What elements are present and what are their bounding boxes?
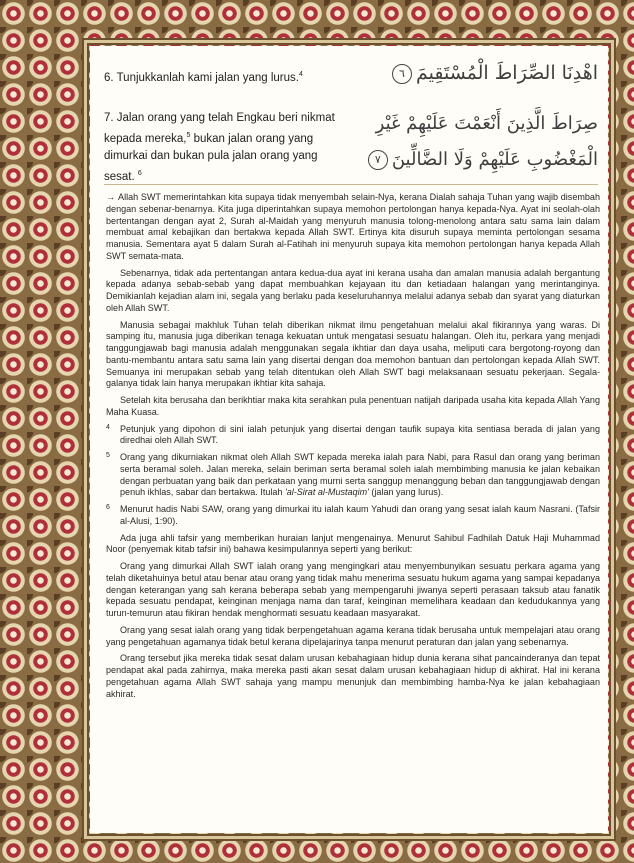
footnote-6-para4: Orang tersebut jika mereka tidak sesat dalam urusan kebahagiaan hidup dunia kerana sihat pancainderanya dan tepat pendapat akal pada zahirnya, maka mereka pasti akan sesat dalam urusan kebahagiaan hidup di akhirat. Hal ini kerana pengetahuan agama Allah SWT sahaja yang mampu menunjuk dan membimbing hamba-Nya ke jalan kebahagiaan akhirat. — [106, 653, 600, 699]
verse-6-number: ٦ — [392, 64, 412, 84]
footnote-6-para2: Orang yang dimurkai Allah SWT ialah orang yang mengingkari atau menyembunyikan sesuatu perkara agama yang telah diketahuinya betul atau benar atau orang yang tidak mahu menerima sesuatu hukum agama yang sampai kepadanya dengan keterangan yang sah kerana beberapa sebab yang mempengaruhi jiwanya seperti perasaan taksub atau fanatik kepada sesuatu pendapat, keinginan menjaga nama dan taraf, keinginan memelihara keadaan dan kedudukannya yang turun-temurun atau fikiran hendak menghormati sesuatu keadaan masyarakat. — [106, 561, 600, 618]
commentary-p3: Manusia sebagai makhluk Tuhan telah diberikan nikmat ilmu pengetahuan melalui akal fikirannya yang waras. Di samping itu, manusia juga diberikan tenaga kekuatan untuk mengatasi sesuatu halangan. Oleh itu, perkara yang menjadi tanggungjawab bagi manusia adalah menggunakan segala ikhtiar dan daya usaha, meliputi cara bergotong-royong dan bantu-membantu antara satu sama lain yang disertai dengan doa memohon bantuan dan pertolongan kepada Allah SWT. Semuanya ini merupakan sebab yang telah ditentukan oleh Allah SWT bagi melaksanaan sesuatu pekerjaan. Segala-galanya tidak lain hanya merupakan ikhtiar kita sahaja. — [106, 319, 600, 389]
verse-6-arabic-text: اهْدِنَا الصِّرَاطَ الْمُسْتَقِيمَ — [415, 62, 598, 84]
commentary-p2: Sebenarnya, tidak ada pertentangan antara kedua-dua ayat ini kerana usaha dan amalan manusia adalah bergantung kepada adanya sebab-sebab yang dapat membuahkan kejayaan itu dan ketiadaan halangan yang merintanginya. Demikianlah kejadian alam ini, segala yang berlaku pada keseluruhannya melalui adanya sebab dan syarat yang diaturkan oleh Allah SWT. — [106, 267, 600, 313]
verse-6 — [104, 60, 598, 94]
footnote-6-text: Menurut hadis Nabi SAW, orang yang dimurkai itu ialah kaum Yahudi dan orang yang sesat ialah kaum Nasrani. (Tafsir al-Alusi, 1:90). — [120, 504, 600, 526]
verse-6-translation — [104, 66, 303, 87]
divider — [104, 184, 598, 185]
footnote-ref-4: 4 — [298, 71, 303, 78]
verse-7-translation — [104, 110, 336, 186]
arrow-icon: → — [106, 192, 116, 202]
commentary-p1-text: Allah SWT memerintahkan kita supaya tidak menyembah selain-Nya, kerana Dialah sahaja Tuhan yang wajib disembah dengan sebenar-benarnya. Kita juga diperintahkan supaya memohon pertolongan hanya kepada-Nya. Ayat ini seolah-olah bertentangan dengan ayat 2, Surah al-Maidah yang menyuruh manusia tolong-menolong antara satu sama lain dalam membuat amal kebajikan dan bertakwa kepada Allah SWT. Ertinya kita disuruh supaya meminta pertolongan sesama manusia. Sementara ayat 5 dalam Surah al-Fatihah ini menyuruh supaya kita memohon pertolongan hanya kepada Allah SWT semata-mata. — [106, 192, 600, 261]
verse-7-arabic-line1: صِرَاطَ الَّذِينَ أَنْعَمْتَ عَلَيْهِمْ غَيْرِ — [375, 113, 598, 134]
page — [90, 46, 608, 833]
verse-6-text: 6. Tunjukkanlah kami jalan yang lurus. — [104, 71, 299, 84]
footnote-ref-6: 6 — [137, 169, 142, 177]
footnote-5-text — [120, 452, 600, 499]
footnote-4 — [106, 424, 600, 448]
verse-7 — [104, 106, 598, 183]
footnote-5-term: 'al-Sirat al-Mustaqim' — [284, 487, 369, 498]
commentary-p4: Setelah kita berusaha dan berikhtiar maka kita serahkan pula penentuan natijah daripada usaha kita kepada Allah Yang Maha Kuasa. — [106, 395, 600, 417]
verse-6-arabic — [388, 62, 598, 84]
footnote-6-number: 6 — [106, 504, 110, 511]
verse-7-number: ٧ — [368, 150, 388, 170]
footnote-5-text-before: Orang yang dikurniakan nikmat oleh Allah SWT kepada mereka ialah para Nabi, para Rasul dan orang yang beriman serta beramal soleh. Jalan mereka, selain beriman serta beramal soleh ialah membimbing manusia ke jalan kebaikan dengan perbuatan yang baik dan perkataan yang murni serta sanggup menanggung beban dan tanggungjawab dengan penuh ikhlas, sabar dan bertakwa. Itulah — [120, 452, 600, 498]
footnote-6 — [106, 504, 600, 528]
footnote-ref-5: 5 — [186, 132, 191, 139]
footnote-5-text-after: (jalan yang lurus). — [368, 487, 444, 498]
footnote-6-para1: Ada juga ahli tafsir yang memberikan huraian lanjut mengenainya. Menurut Sahibul Fadhilah Datuk Haji Muhammad Noor (penyemak kitab tafsir ini) bahawa kesimpulannya seperti yang berikut: — [106, 532, 600, 555]
footnote-4-number: 4 — [106, 423, 110, 431]
verse-7-text: 7. Jalan orang yang telah Engkau beri nikmat kepada mereka, — [104, 112, 335, 145]
commentary-p1 — [106, 192, 600, 263]
footnote-5 — [106, 452, 600, 499]
verse-7-arabic-line2: الْمَغْضُوبِ عَلَيْهِمْ وَلَا الضَّالِّينَ — [391, 149, 598, 170]
footnote-4-text: Petunjuk yang dipohon di sini ialah petunjuk yang disertai dengan taufik supaya kita sentiasa berada di jalan yang diredhai oleh Allah SWT. — [120, 423, 600, 446]
footnote-6-para3: Orang yang sesat ialah orang yang tidak berpengetahuan agama kerana tidak berusaha untuk mempelajari atau orang yang pengetahuan agamanya tidak betul kerana dipelajarinya tanpa menurut peraturan dan jalan yang sebenarnya. — [106, 624, 600, 647]
verse-7-text-cont: bukan jalan orang yang dimurkai dan bukan pula jalan orang yang sesat. — [104, 132, 318, 183]
commentary-body — [106, 192, 600, 705]
footnote-5-number: 5 — [106, 452, 110, 459]
verse-7-arabic — [338, 106, 598, 178]
